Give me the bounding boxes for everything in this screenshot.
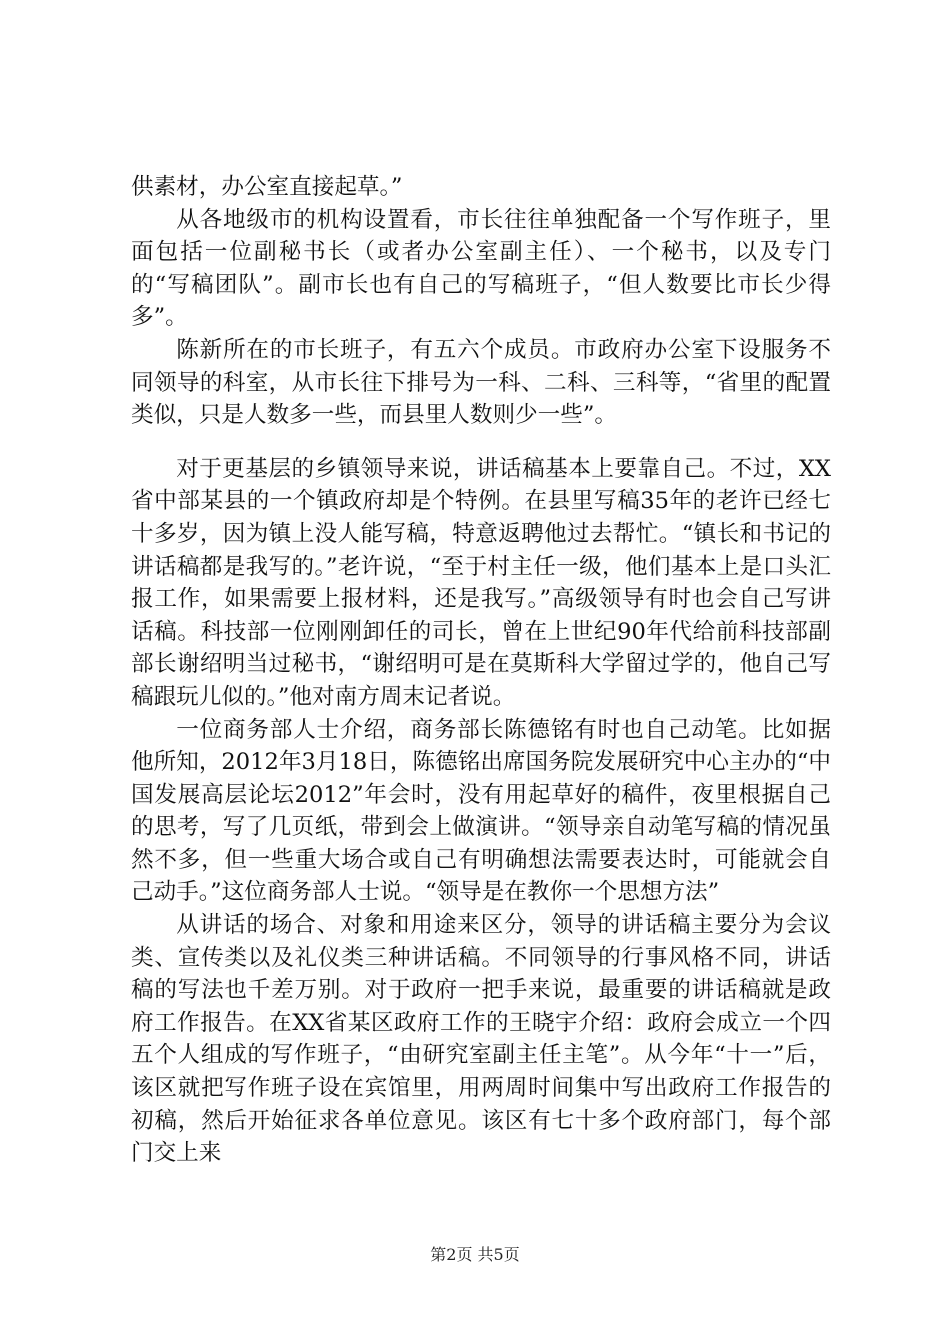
- paragraph-5: 一位商务部人士介绍，商务部长陈德铭有时也自己动笔。比如据他所知，2012年3月18日，陈德铭出席国务院发展研究中心主办的“中国发展高层论坛2012”年会时，没有用起草好的稿件，夜里根据自己的思考，写了几页纸，带到会上做演讲。“领导亲自动笔写稿的情况虽然不多，但一些重大场合或自己有明确想法需要表达时，可能就会自己动手。”这位商务部人士说。“领导是在教你一个思想方法”: [131, 716, 831, 906]
- paragraph-2: 从各地级市的机构设置看，市长往往单独配备一个写作班子，里面包括一位副秘书长（或者办公室副主任）、一个秘书，以及专门的“写稿团队”。副市长也有自己的写稿班子，“但人数要比市长少得多”。: [131, 206, 831, 331]
- page-number-footer: 第2页 共5页: [430, 1245, 520, 1264]
- paragraph-3: 陈新所在的市长班子，有五六个成员。市政府办公室下设服务不同领导的科室，从市长往下排号为一科、二科、三科等，“省里的配置类似，只是人数多一些，而县里人数则少一些”。: [131, 336, 831, 429]
- paragraph-4: 对于更基层的乡镇领导来说，讲话稿基本上要靠自己。不过，XX省中部某县的一个镇政府却是个特例。在县里写稿35年的老许已经七十多岁，因为镇上没人能写稿，特意返聘他过去帮忙。“镇长和书记的讲话稿都是我写的。”老许说，“至于村主任一级，他们基本上是口头汇报工作，如果需要上报材料，还是我写。”高级领导有时也会自己写讲话稿。科技部一位刚刚卸任的司长，曾在上世纪90年代给前科技部副部长谢绍明当过秘书，“谢绍明可是在莫斯科大学留过学的，他自己写稿跟玩儿似的。”他对南方周末记者说。: [131, 455, 831, 710]
- paragraph-1: 供素材，办公室直接起草。”: [131, 174, 403, 200]
- paragraph-6: 从讲话的场合、对象和用途来区分，领导的讲话稿主要分为会议类、宣传类以及礼仪类三种讲话稿。不同领导的行事风格不同，讲话稿的写法也千差万别。对于政府一把手来说，最重要的讲话稿就是政府工作报告。在XX省某区政府工作的王晓宇介绍：政府会成立一个四五个人组成的写作班子，“由研究室副主任主笔”。从今年“十一”后，该区就把写作班子设在宾馆里，用两周时间集中写出政府工作报告的初稿，然后开始征求各单位意见。该区有七十多个政府部门，每个部门交上来: [131, 912, 831, 1167]
- article-body: [131, 171, 831, 1170]
- paragraph-gap: [131, 432, 831, 453]
